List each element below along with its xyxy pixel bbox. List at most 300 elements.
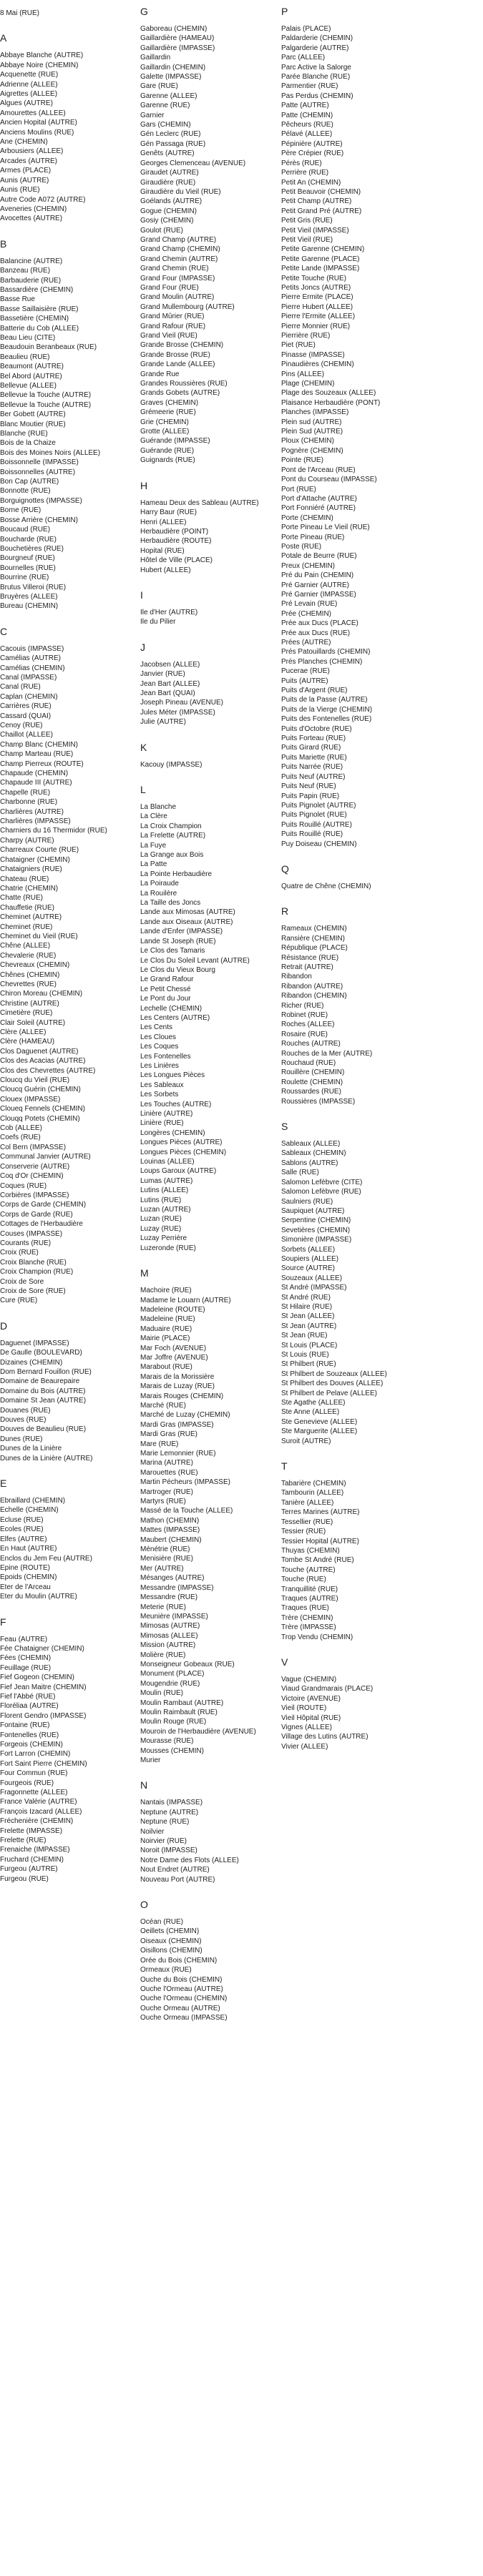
street-entry: Guérande (RUE) <box>140 446 195 455</box>
street-entry: Bel Abord (AUTRE) <box>0 372 62 380</box>
street-entry: Prée aux Ducs (PLACE) <box>281 619 358 628</box>
street-entry: Basse Rue <box>0 295 35 304</box>
street-entry: Elfes (AUTRE) <box>0 1535 47 1543</box>
street-entry: Puits Forteau (RUE) <box>281 734 346 743</box>
street-entry: Grands Gobets (AUTRE) <box>140 389 220 398</box>
street-entry: Fréchenière (CHEMIN) <box>0 1817 74 1826</box>
street-entry: Ménétrie (RUE) <box>140 1545 190 1554</box>
street-entry: Potale de Beurre (RUE) <box>281 552 357 561</box>
street-entry: Champ Marteau (RUE) <box>0 750 74 759</box>
letter-section <box>0 626 136 1306</box>
street-entry: Mésanges (AUTRE) <box>140 1574 205 1583</box>
street-entry: Moulin Rouge (RUE) <box>140 1718 207 1726</box>
street-entry: Prés Patouillards (CHEMIN) <box>281 648 371 657</box>
street-entry: Parée Blanche (RUE) <box>281 73 351 82</box>
street-entry: Corps de Garde (CHEMIN) <box>0 1201 87 1209</box>
street-entry: Joseph Pineau (AVENUE) <box>140 699 223 707</box>
street-entry: Mimosas (ALLEE) <box>140 1631 198 1640</box>
street-entry: Grand Champ (CHEMIN) <box>140 245 220 254</box>
street-entry: Le Clos du Vieux Bourg <box>140 965 215 974</box>
street-entry: Tessier Hopital (AUTRE) <box>281 1537 359 1545</box>
street-entry: Grand Moulin (AUTRE) <box>140 293 215 302</box>
street-entry: Puits Pignolet (AUTRE) <box>281 801 356 810</box>
street-entry: Harry Baur (RUE) <box>140 508 197 517</box>
street-entry: Cheminet (RUE) <box>0 923 53 931</box>
section-letter-heading: H <box>140 479 148 491</box>
street-entry: Conserverie (AUTRE) <box>0 1162 70 1171</box>
street-entry: La Grange aux Bois <box>140 851 204 860</box>
street-entry: Clos des Acacias (AUTRE) <box>0 1057 86 1066</box>
street-entry: Luzan (AUTRE) <box>140 1206 191 1214</box>
street-entry: St Philbert (RUE) <box>281 1360 336 1369</box>
street-entry: Suroit (AUTRE) <box>281 1437 331 1445</box>
street-entry: Four Commun (RUE) <box>0 1769 68 1778</box>
street-entry: Pinaudières (CHEMIN) <box>281 360 354 369</box>
street-entry: Porte Pineau Le Vieil (RUE) <box>281 523 370 532</box>
street-entry: Janvier (RUE) <box>140 670 185 679</box>
street-entry: Grandes Roussières (RUE) <box>140 380 228 388</box>
street-entry: Quatre de Chêne (CHEMIN) <box>281 882 371 890</box>
street-entry: Fort Saint Pierre (CHEMIN) <box>0 1759 87 1768</box>
street-entry: Croix Champion (RUE) <box>0 1268 74 1277</box>
street-entry: Notre Dame des Flots (ALLEE) <box>140 1856 239 1864</box>
street-entry: Cenoy (RUE) <box>0 722 43 729</box>
street-entry: Chevrettes (RUE) <box>0 980 57 988</box>
street-entry: Ouche du Bois (CHEMIN) <box>140 1975 223 1984</box>
street-entry: Retrait (AUTRE) <box>281 963 333 971</box>
street-entry: Puits Papin (RUE) <box>281 792 340 800</box>
street-entry: Ane (CHEMIN) <box>0 138 48 147</box>
street-entry: La Patte <box>140 860 167 869</box>
street-entry: Pierre Monnier (RUE) <box>281 322 351 330</box>
street-entry: Communal Janvier (AUTRE) <box>0 1153 91 1161</box>
street-entry: Pointe (RUE) <box>281 456 323 465</box>
street-entry: Jean Bart (QUAI) <box>140 689 195 697</box>
letter-section <box>140 1779 276 1884</box>
street-entry: Touche (AUTRE) <box>281 1565 336 1574</box>
section-letter-heading: Q <box>281 862 289 875</box>
street-entry: Bourgneuf (RUE) <box>0 554 55 563</box>
street-entry: Les Cents <box>140 1023 173 1032</box>
street-entry: Petite Touche (RUE) <box>281 274 346 282</box>
street-entry: Les Longues Pièces <box>140 1071 205 1080</box>
street-entry: Grand Mûrier (RUE) <box>140 313 205 321</box>
street-entry: Les Cloues <box>140 1033 177 1041</box>
street-entry: Martyrs (RUE) <box>140 1498 186 1506</box>
street-entry: St Philbert des Douves (ALLEE) <box>281 1380 384 1388</box>
street-entry: Puits (AUTRE) <box>281 677 328 685</box>
letter-section <box>0 32 136 223</box>
street-entry: Messandre (RUE) <box>140 1593 198 1602</box>
street-entry: Longères (CHEMIN) <box>140 1129 205 1137</box>
street-entry: Banzeau (RUE) <box>0 267 51 275</box>
street-entry: Tambourin (ALLEE) <box>281 1489 344 1498</box>
street-entry: Marché (RUE) <box>140 1401 186 1410</box>
street-entry: Linière (AUTRE) <box>140 1110 193 1118</box>
street-entry: Simonière (IMPASSE) <box>281 1236 352 1244</box>
street-entry: Charniers du 16 Thermidor (RUE) <box>0 827 107 835</box>
street-entry: Paldarderie (CHEMIN) <box>281 34 353 43</box>
street-entry: La Pointe Herbaudière <box>140 870 213 878</box>
section-letter-heading: D <box>0 1319 8 1332</box>
street-entry: Frenaiche (IMPASSE) <box>0 1846 70 1854</box>
street-entry: Vignes (ALLEE) <box>281 1724 332 1731</box>
street-entry: Vivier (ALLEE) <box>281 1742 328 1751</box>
street-entry: Pré Garnier (AUTRE) <box>281 581 350 589</box>
street-entry: Borne (RUE) <box>0 506 42 515</box>
section-letter-heading: B <box>0 237 7 250</box>
street-entry: Murier <box>140 1756 161 1764</box>
street-entry: Petit Champ (AUTRE) <box>281 197 352 206</box>
street-entry: Bureau (CHEMIN) <box>0 602 59 611</box>
street-entry: Herbaudière (ROUTE) <box>140 537 212 546</box>
street-entry: Feuillage (RUE) <box>0 1663 52 1672</box>
street-entry: Frelette (RUE) <box>0 1837 47 1845</box>
street-entry: Victoire (AVENUE) <box>281 1694 341 1703</box>
street-entry: Rameaux (CHEMIN) <box>281 925 347 933</box>
street-entry: Guignards (RUE) <box>140 456 195 465</box>
street-entry: Ouche Ormeau (AUTRE) <box>140 2004 220 2012</box>
street-entry: Giraudière du Vieil (RUE) <box>140 187 221 196</box>
street-entry: Gaillardin (CHEMIN) <box>140 63 206 72</box>
street-entry: Beaumont (AUTRE) <box>0 363 64 371</box>
street-entry: Autre Code A072 (AUTRE) <box>0 195 86 204</box>
street-entry: Clos Daguenet (AUTRE) <box>0 1047 79 1056</box>
street-entry: Petite Garenne (CHEMIN) <box>281 245 365 254</box>
street-entry: Petit Vieil (IMPASSE) <box>281 226 349 235</box>
street-entry: Adrienne (ALLEE) <box>0 80 58 89</box>
street-entry: Coques (RUE) <box>0 1181 47 1190</box>
street-entry: Puits d'Octobre (RUE) <box>281 724 352 733</box>
street-entry: Balancine (AUTRE) <box>0 257 63 265</box>
street-entry: Garenne (RUE) <box>140 102 190 110</box>
street-entry: Graves (CHEMIN) <box>140 398 199 407</box>
street-entry: Les Sorbets <box>140 1091 179 1099</box>
street-entry: Garnier <box>140 111 165 119</box>
street-entry: St Louis (PLACE) <box>281 1341 338 1350</box>
street-entry: Mardi Gras (RUE) <box>140 1430 198 1439</box>
street-entry: Gaillardin <box>140 54 171 62</box>
street-entry: Bois des Moines Noirs (ALLEE) <box>0 448 101 457</box>
street-entry: Chiron Moreau (CHEMIN) <box>0 990 83 998</box>
street-entry: Les Linières <box>140 1061 179 1070</box>
street-entry: Carrières (RUE) <box>0 702 52 711</box>
street-entry: Bellevue la Touche (AUTRE) <box>0 400 92 409</box>
street-entry: Grand Four (RUE) <box>140 283 199 292</box>
letter-section <box>281 1121 417 1446</box>
street-entry: Chênes (CHEMIN) <box>0 970 60 979</box>
column-3 <box>281 0 417 1751</box>
street-entry: Plaisance Herbaudière (PONT) <box>281 398 381 407</box>
street-entry: Daguenet (IMPASSE) <box>0 1339 69 1347</box>
street-entry: Palais (PLACE) <box>281 25 331 33</box>
street-entry: Petit Gris (RUE) <box>281 217 333 225</box>
street-entry: Bournelles (RUE) <box>0 564 56 572</box>
street-entry: Bon Cap (AUTRE) <box>0 478 59 486</box>
column-1 <box>0 0 136 1884</box>
street-entry: Coefs (RUE) <box>0 1134 41 1142</box>
street-entry: Fontaine (RUE) <box>0 1721 50 1730</box>
street-entry: Chapaude III (AUTRE) <box>0 779 72 787</box>
street-entry: Aveneries (CHEMIN) <box>0 205 67 213</box>
street-entry: Les Fontenelles <box>140 1052 191 1061</box>
street-entry: Chataigner (CHEMIN) <box>0 855 70 864</box>
street-entry: Aunis (RUE) <box>0 186 40 195</box>
street-entry: Louinas (ALLEE) <box>140 1158 195 1166</box>
street-entry: Courants (RUE) <box>0 1239 52 1247</box>
street-entry: Jules Méter (IMPASSE) <box>140 708 215 717</box>
street-entry: Dom Bernard Fouillon (RUE) <box>0 1368 92 1376</box>
street-entry: Oiseaux (CHEMIN) <box>140 1937 202 1945</box>
street-entry: Gén Leclerc (RUE) <box>140 130 201 139</box>
street-entry: Grotte (ALLEE) <box>140 428 190 436</box>
street-entry: Noirvier (RUE) <box>140 1837 187 1846</box>
section-letter-heading: J <box>140 641 145 653</box>
street-entry: Petits Joncs (AUTRE) <box>281 283 351 292</box>
street-entry: Puits Mariette (RUE) <box>281 753 347 762</box>
street-entry: Noilvier <box>140 1827 165 1836</box>
street-entry: Pucerae (RUE) <box>281 667 330 676</box>
street-entry: Orée du Bois (CHEMIN) <box>140 1956 218 1965</box>
street-entry: Pépinière (AUTRE) <box>281 139 343 148</box>
street-entry: Pérès (RUE) <box>281 159 322 167</box>
street-entry: Cloucq du Vieil (RUE) <box>0 1076 70 1085</box>
street-entry: Bosse Arrière (CHEMIN) <box>0 516 78 524</box>
street-entry: Le Clos Du Soleil Levant (AUTRE) <box>140 956 250 965</box>
street-entry: Le Pont du Jour <box>140 995 191 1003</box>
street-entry: Ste Genevieve (ALLEE) <box>281 1417 358 1426</box>
street-entry: Monseigneur Gobeaux (RUE) <box>140 1660 235 1668</box>
street-entry: Ransière (CHEMIN) <box>281 934 345 943</box>
street-entry: Traques (AUTRE) <box>281 1594 338 1603</box>
street-entry: Fruchard (CHEMIN) <box>0 1855 64 1864</box>
street-entry: Martroger (RUE) <box>140 1488 193 1496</box>
street-entry: Beaudouin Beranbeaux (RUE) <box>0 343 97 352</box>
street-entry: Mission (AUTRE) <box>140 1641 196 1650</box>
street-entry: Clair Soleil (AUTRE) <box>0 1018 66 1027</box>
street-entry: Epoids (CHEMIN) <box>0 1573 57 1582</box>
street-entry: Pont du Courseau (IMPASSE) <box>281 476 377 484</box>
street-entry: Epine (ROUTE) <box>0 1563 51 1572</box>
street-entry: Vieil Hôpital (RUE) <box>281 1714 341 1722</box>
street-entry: Guérande (IMPASSE) <box>140 437 210 446</box>
street-entry: Rouillère (CHEMIN) <box>281 1068 345 1077</box>
section-letter-heading: N <box>140 1779 148 1791</box>
street-entry: Charlières (IMPASSE) <box>0 817 71 826</box>
street-entry: Borguignottes (IMPASSE) <box>0 496 82 505</box>
street-entry: Monument (PLACE) <box>140 1670 205 1678</box>
letter-section <box>140 742 276 770</box>
street-entry: Chapaude (CHEMIN) <box>0 770 69 778</box>
street-entry: Cheminet (AUTRE) <box>0 913 62 922</box>
street-entry: Pré Garnier (IMPASSE) <box>281 590 356 599</box>
street-entry: Camélias (AUTRE) <box>0 654 62 663</box>
street-entry: Furgeou (RUE) <box>0 1874 49 1883</box>
street-entry: De Gaulle (BOULEVARD) <box>0 1349 82 1357</box>
street-entry: Gén Passaga (RUE) <box>140 139 206 148</box>
street-entry: Anciens Moulins (RUE) <box>0 128 74 137</box>
street-entry: Marais de la Morissière <box>140 1372 215 1381</box>
street-entry: La Frelette (AUTRE) <box>140 832 206 840</box>
street-entry: La Blanche <box>140 803 177 811</box>
street-entry: Grande Rue <box>140 370 180 378</box>
letter-section <box>140 784 276 1253</box>
letter-section <box>0 1478 136 1601</box>
street-entry: Fontenelles (RUE) <box>0 1731 59 1739</box>
street-entry: Puits des Fontenelles (RUE) <box>281 715 372 724</box>
street-entry: Terres Marines (AUTRE) <box>281 1508 360 1517</box>
street-entry: Pré du Pain (CHEMIN) <box>281 571 354 580</box>
street-entry: Garenne (ALLEE) <box>140 92 197 100</box>
street-entry: Domaine de Beaurepaire <box>0 1377 80 1386</box>
street-entry: Machoire (RUE) <box>140 1287 192 1295</box>
street-entry: Charpy (AUTRE) <box>0 836 54 845</box>
street-entry: Grande Brosse (RUE) <box>140 350 210 359</box>
street-entry: La Clère <box>140 812 167 821</box>
street-entry: Julie (AUTRE) <box>140 718 186 727</box>
street-entry: Bourrine (RUE) <box>0 574 49 582</box>
street-entry: Arcades (AUTRE) <box>0 157 58 165</box>
street-entry: Patte (CHEMIN) <box>281 111 333 119</box>
street-entry: Blanche (RUE) <box>0 430 48 438</box>
street-entry: Cheminet du Vieil (RUE) <box>0 932 78 940</box>
street-entry: Grande Lande (ALLEE) <box>140 360 215 369</box>
street-entry: Mattes (IMPASSE) <box>140 1526 200 1535</box>
street-entry: Planches (IMPASSE) <box>281 408 349 417</box>
street-entry: Tabarière (CHEMIN) <box>281 1480 346 1488</box>
street-entry: Fée Chataigner (CHEMIN) <box>0 1644 84 1653</box>
street-entry: Oisillons (CHEMIN) <box>140 1947 203 1955</box>
street-entry: Giraudet (AUTRE) <box>140 169 199 177</box>
street-entry: Lutins (ALLEE) <box>140 1186 189 1195</box>
street-entry: Marché de Luzay (CHEMIN) <box>140 1411 230 1420</box>
street-entry: La Fuye <box>140 841 167 850</box>
street-entry: Roussières (IMPASSE) <box>281 1097 356 1106</box>
street-entry: François Izacard (ALLEE) <box>0 1807 82 1816</box>
street-entry: Basse Saillaisière (RUE) <box>0 305 79 313</box>
street-entry: Puy Doiseau (CHEMIN) <box>281 840 357 848</box>
street-entry: Jean Bart (ALLEE) <box>140 679 200 688</box>
street-entry: Henri (ALLEE) <box>140 518 187 526</box>
street-entry: Aigrettes (ALLEE) <box>0 90 58 99</box>
street-entry: Charreaux Courte (RUE) <box>0 846 79 855</box>
street-entry: Sableaux (ALLEE) <box>281 1140 341 1149</box>
street-entry: Plage (CHEMIN) <box>281 380 335 388</box>
street-entry: Puits Pignolet (RUE) <box>281 811 347 820</box>
street-entry: La Poiraude <box>140 880 179 888</box>
street-entry: Piet (RUE) <box>281 341 316 350</box>
street-entry: Luzan (RUE) <box>140 1215 182 1224</box>
street-entry: Gaillardière (IMPASSE) <box>140 44 215 52</box>
street-entry: Champ Pierreux (ROUTE) <box>0 759 84 768</box>
street-entry: Saupiquet (AUTRE) <box>281 1206 345 1215</box>
street-entry: Boissonnelles (AUTRE) <box>0 468 76 476</box>
section-letter-heading: C <box>0 625 8 637</box>
street-entry: Martin Pécheurs (IMPASSE) <box>140 1478 230 1487</box>
street-entry: Hopital (RUE) <box>140 546 185 555</box>
street-entry: Champ Blanc (CHEMIN) <box>0 740 78 749</box>
street-entry: Puits Girard (RUE) <box>281 744 341 752</box>
street-entry: Hameau Deux des Sableau (AUTRE) <box>140 498 259 507</box>
street-entry: St André (RUE) <box>281 1293 331 1302</box>
street-entry: Sableaux (CHEMIN) <box>281 1149 346 1158</box>
street-entry: Prée aux Ducs (RUE) <box>281 629 351 637</box>
street-entry: Trop Vendu (CHEMIN) <box>281 1633 353 1641</box>
street-entry: Rouches (AUTRE) <box>281 1040 341 1048</box>
street-entry: Tessier (RUE) <box>281 1528 326 1536</box>
street-entry: Grand Mullembourg (AUTRE) <box>140 303 235 311</box>
street-entry: Bassetière (CHEMIN) <box>0 315 69 323</box>
street-entry: Ile d'Her (AUTRE) <box>140 608 198 616</box>
street-entry: Les Touches (AUTRE) <box>140 1100 212 1108</box>
street-entry: Acquenette (RUE) <box>0 71 59 79</box>
street-entry: Grie (CHEMIN) <box>140 418 189 426</box>
street-entry: Puits Neuf (RUE) <box>281 782 336 791</box>
street-entry: Eter du Moulin (AUTRE) <box>0 1593 77 1601</box>
street-entry: Pont de l'Arceau (RUE) <box>281 466 356 474</box>
letter-section <box>140 480 276 575</box>
street-entry: Douanes (RUE) <box>0 1406 51 1415</box>
street-entry: Douves (RUE) <box>0 1416 47 1425</box>
street-entry: Cassard (QUAI) <box>0 712 52 720</box>
street-entry: Palgarderie (AUTRE) <box>281 44 349 52</box>
street-entry: Bruyères (ALLEE) <box>0 592 58 601</box>
street-entry: Mer (AUTRE) <box>140 1564 184 1573</box>
street-entry: Source (AUTRE) <box>281 1264 336 1273</box>
street-entry: Armes (PLACE) <box>0 167 52 175</box>
street-entry: Ormeaux (RUE) <box>140 1966 192 1975</box>
column-top-heading: 8 Mai (RUE) <box>0 9 40 17</box>
street-entry: Domaine du Bois (AUTRE) <box>0 1387 86 1395</box>
street-entry: Aunis (AUTRE) <box>0 176 49 185</box>
street-entry: Rouchaud (RUE) <box>281 1059 336 1068</box>
street-entry: Port Fonniéré (AUTRE) <box>281 504 356 513</box>
letter-section <box>0 238 136 611</box>
street-entry: Charlières (AUTRE) <box>0 807 64 816</box>
street-entry: Beaulieu (RUE) <box>0 353 50 361</box>
street-entry: Océan (RUE) <box>140 1918 184 1927</box>
street-entry: Moulin (RUE) <box>140 1689 184 1698</box>
street-entry: Col Bern (IMPASSE) <box>0 1143 67 1151</box>
letter-section <box>281 24 417 849</box>
street-entry: St André (IMPASSE) <box>281 1284 347 1292</box>
street-entry: Lumas (AUTRE) <box>140 1176 193 1185</box>
street-entry: Ste Agathe (ALLEE) <box>281 1399 346 1407</box>
street-entry: Mourasse (RUE) <box>140 1737 194 1746</box>
street-entry: Puits Narrée (RUE) <box>281 763 343 772</box>
street-entry: Douves de Beaulieu (RUE) <box>0 1425 87 1434</box>
street-entry: St Philbert de Pelave (ALLEE) <box>281 1389 377 1397</box>
street-entry: Dunes de la Linière (AUTRE) <box>0 1454 93 1462</box>
section-letter-heading: F <box>0 1616 6 1628</box>
street-entry: Marabout (RUE) <box>140 1363 192 1372</box>
street-entry: Gosiy (CHEMIN) <box>140 217 194 225</box>
street-entry: Prés Planches (CHEMIN) <box>281 657 363 666</box>
street-entry: Genêts (AUTRE) <box>140 149 195 158</box>
street-entry: Jacobsen (ALLEE) <box>140 660 200 669</box>
street-entry: Gaillardière (HAMEAU) <box>140 34 215 43</box>
street-entry: Goélands (AUTRE) <box>140 197 203 206</box>
street-entry: Pierre Ermite (PLACE) <box>281 293 353 302</box>
street-entry: Ecluse (RUE) <box>0 1515 44 1524</box>
street-entry: Petit Grand Pré (AUTRE) <box>281 207 362 215</box>
street-entry: Plein sud (AUTRE) <box>281 418 342 426</box>
letter-section <box>281 905 417 1106</box>
street-entry: Vague (CHEMIN) <box>281 1675 337 1683</box>
street-entry: Père Crépier (RUE) <box>281 149 344 158</box>
street-entry: Le Grand Rafour <box>140 975 194 984</box>
street-entry: Clouex (IMPASSE) <box>0 1095 61 1103</box>
